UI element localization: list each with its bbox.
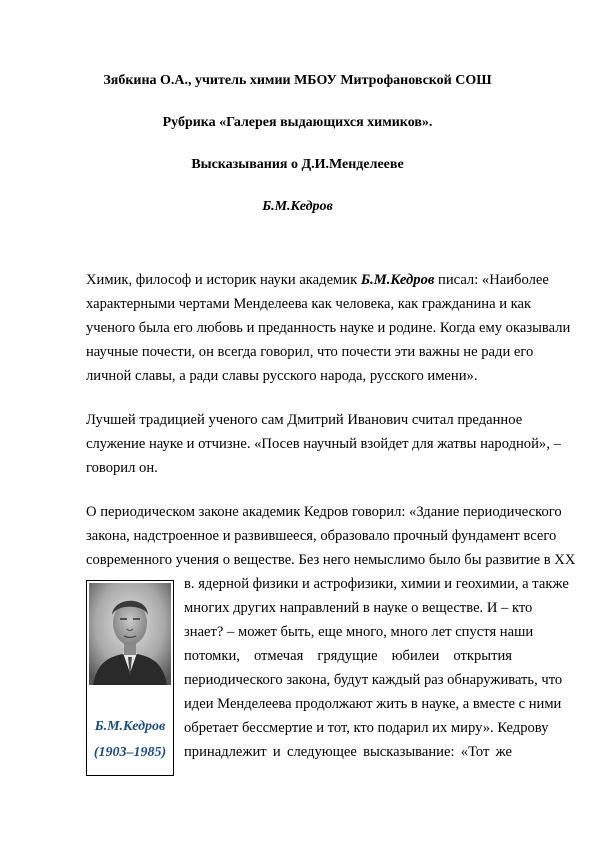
p3-wrap-line-4: потомки, отмечая грядущие юбилеи открытия: [184, 648, 512, 664]
p3-wrap-line-1: в. ядерной физики и астрофизики, химии и геохимии, а также: [184, 576, 569, 592]
caption-name: Б.М.Кедров: [94, 719, 166, 734]
portrait-illustration: [89, 583, 171, 685]
p1-line-5: личной славы, а ради славы русского народа, русского имени».: [86, 368, 478, 384]
p3-line-3: современного учения о веществе. Без него немыслимо было бы развитие в XX: [86, 552, 576, 568]
portrait-photo: [89, 583, 171, 685]
p1-line-3: ученого была его любовь и преданность науке и родине. Когда ему оказывали: [86, 320, 571, 336]
p2-line-2: служение науке и отчизне. «Посев научный взойдет для жатвы народной», –: [86, 436, 561, 452]
p2-line-1: Лучшей традицией ученого сам Дмитрий Иванович считал преданное: [86, 412, 523, 428]
caption-years: (1903–1985): [93, 745, 167, 760]
p3-wrap-line-3: знает? – может быть, еще много, много лет спустя наши: [184, 624, 534, 640]
portrait-frame: [86, 580, 174, 776]
kedrov-name: Б.М.Кедров: [360, 272, 435, 288]
p1-line-1: Химик, философ и историк науки академик Б.М.Кедров писал: «Наиболее: [86, 272, 549, 288]
p3-wrap-line-7: обретает бессмертие и тот, кто подарил их миру». Кедрову: [184, 720, 549, 736]
p3-wrap-line-8: принадлежит и следующее высказывание: «Тот же: [184, 744, 512, 760]
paragraph-3-wrapped: [184, 572, 569, 764]
p3-line-2: закона, надстроенное и развившееся, образовало прочный фундамент всего: [86, 528, 557, 544]
p3-wrap-line-6: идеи Менделеева продолжают жить в науке, а вместе с ними: [184, 696, 562, 712]
p1-line-2: характерными чертами Менделеева как человека, как гражданина и как: [86, 296, 532, 312]
paragraph-3: [86, 500, 576, 572]
person-line: Б.М.Кедров: [262, 199, 333, 214]
p3-line-1: О периодическом законе академик Кедров говорил: «Здание периодического: [86, 504, 562, 520]
p1-line-4: научные почести, он всегда говорил, что почести эти важны не ради его: [86, 344, 534, 360]
topic-line: Высказывания о Д.И.Менделееве: [191, 157, 404, 172]
paragraph-2: [86, 408, 561, 480]
p2-line-3: говорил он.: [86, 460, 158, 476]
paragraph-1: [86, 268, 571, 388]
author-line: Зябкина О.А., учитель химии МБОУ Митрофановской СОШ: [103, 73, 492, 88]
p3-wrap-line-5: периодического закона, будут каждый раз обнаруживать, что: [184, 672, 563, 688]
p3-wrap-line-2: многих других направлений в науке о веществе. И – кто: [184, 600, 533, 616]
rubric-line: Рубрика «Галерея выдающихся химиков».: [162, 115, 433, 130]
